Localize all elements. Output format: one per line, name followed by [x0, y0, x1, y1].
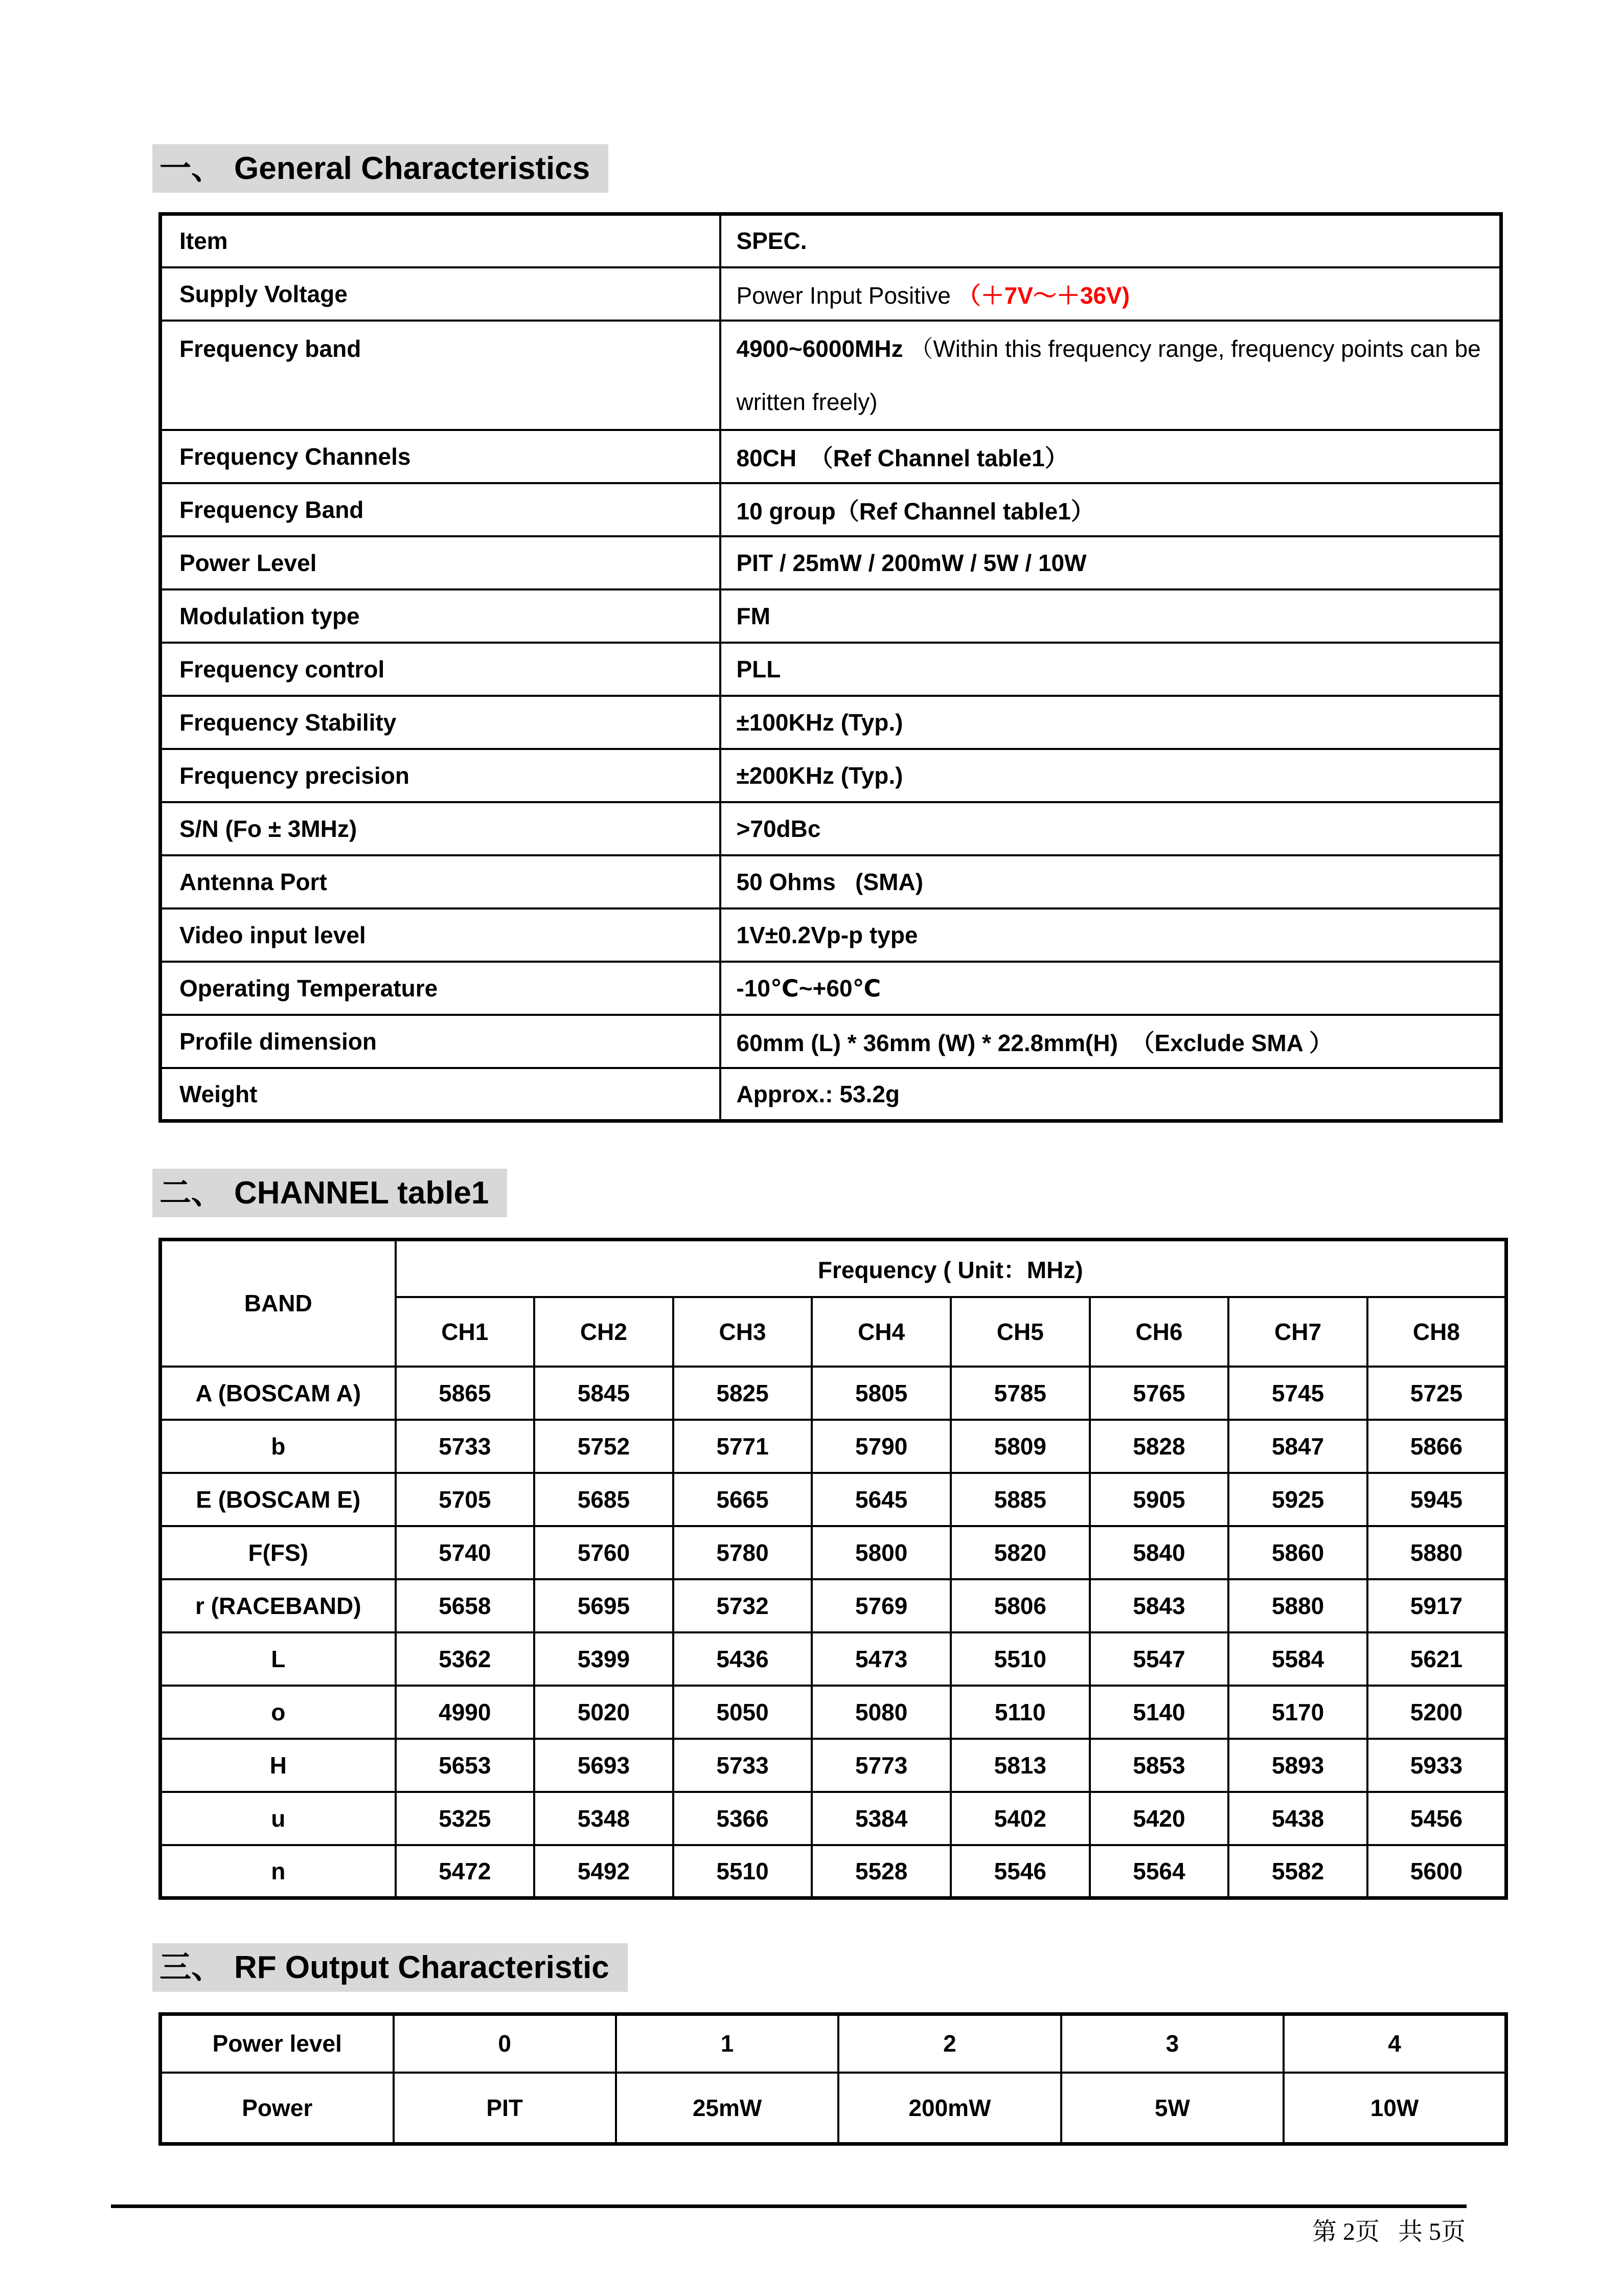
heading-title: RF Output Characteristic: [234, 1950, 609, 1985]
spec-label-cell: Video input level: [161, 908, 720, 962]
ch-header-cell: CH1: [396, 1297, 535, 1367]
general-characteristics-table: [158, 212, 1503, 1123]
frequency-cell: 5110: [951, 1686, 1090, 1739]
frequency-cell: 5621: [1367, 1632, 1506, 1686]
spec-row: [161, 430, 1501, 483]
spec-label-cell: Operating Temperature: [161, 962, 720, 1015]
frequency-cell: 5366: [673, 1792, 812, 1845]
frequency-cell: 5436: [673, 1632, 812, 1686]
frequency-cell: 5645: [812, 1473, 951, 1526]
frequency-cell: 5853: [1090, 1739, 1229, 1792]
page-number: 第 2页 共 5页: [1312, 2218, 1466, 2245]
frequency-cell: 5809: [951, 1420, 1090, 1473]
rf-output-table: [158, 2012, 1508, 2146]
frequency-cell: 5510: [951, 1632, 1090, 1686]
frequency-cell: 5733: [673, 1739, 812, 1792]
spec-value-cell: PIT / 25mW / 200mW / 5W / 10W: [720, 536, 1501, 589]
spec-value-red-text: （＋7V～＋36V): [957, 282, 1130, 309]
spec-label-cell: Frequency precision: [161, 749, 720, 802]
frequency-cell: 5885: [951, 1473, 1090, 1526]
frequency-cell: 5456: [1367, 1792, 1506, 1845]
frequency-cell: 5905: [1090, 1473, 1229, 1526]
frequency-cell: 5752: [534, 1420, 673, 1473]
spec-value-cell: 60mm (L) * 36mm (W) * 22.8mm(H) （Exclude SMA ）: [720, 1015, 1501, 1068]
frequency-cell: 5945: [1367, 1473, 1506, 1526]
rf-power-cell: 25mW: [616, 2073, 838, 2144]
frequency-cell: 5402: [951, 1792, 1090, 1845]
spec-label-cell: Frequency band: [161, 321, 720, 430]
spec-value-cell: >70dBc: [720, 802, 1501, 855]
rf-level-cell: 4: [1284, 2014, 1506, 2073]
frequency-cell: 5472: [396, 1845, 535, 1898]
channel-table-row: [161, 1632, 1506, 1686]
spec-row: [161, 749, 1501, 802]
channel-table-row: [161, 1526, 1506, 1579]
channel-table-row: [161, 1367, 1506, 1420]
ch-header-cell: CH5: [951, 1297, 1090, 1367]
ch-header-cell: CH8: [1367, 1297, 1506, 1367]
frequency-cell: 5492: [534, 1845, 673, 1898]
frequency-cell: 5785: [951, 1367, 1090, 1420]
frequency-cell: 5828: [1090, 1420, 1229, 1473]
frequency-cell: 5200: [1367, 1686, 1506, 1739]
band-label-cell: A (BOSCAM A): [161, 1367, 396, 1420]
rf-value-row: [161, 2073, 1506, 2144]
spec-row: [161, 214, 1501, 267]
spec-value-cell: [720, 321, 1501, 430]
frequency-cell: 5600: [1367, 1845, 1506, 1898]
frequency-cell: 5780: [673, 1526, 812, 1579]
frequency-cell: 5420: [1090, 1792, 1229, 1845]
frequency-cell: 5840: [1090, 1526, 1229, 1579]
frequency-cell: 5843: [1090, 1579, 1229, 1632]
frequency-cell: 5546: [951, 1845, 1090, 1898]
rf-label-cell: Power: [161, 2073, 394, 2144]
frequency-cell: 5564: [1090, 1845, 1229, 1898]
spec-value-cell: 50 Ohms (SMA): [720, 855, 1501, 908]
frequency-cell: 5805: [812, 1367, 951, 1420]
frequency-cell: 5140: [1090, 1686, 1229, 1739]
spec-row: [161, 643, 1501, 696]
frequency-cell: 5860: [1228, 1526, 1367, 1579]
frequency-cell: 5880: [1367, 1526, 1506, 1579]
spec-label-cell: Supply Voltage: [161, 267, 720, 321]
frequency-cell: 5399: [534, 1632, 673, 1686]
band-label-cell: H: [161, 1739, 396, 1792]
spec-row: [161, 321, 1501, 430]
heading-number: 三、: [159, 1948, 223, 1986]
frequency-cell: 5771: [673, 1420, 812, 1473]
frequency-cell: 5845: [534, 1367, 673, 1420]
frequency-cell: 5760: [534, 1526, 673, 1579]
heading-number: 一、: [159, 149, 223, 187]
spec-label-cell: Weight: [161, 1068, 720, 1121]
spec-label-cell: S/N (Fo ± 3MHz): [161, 802, 720, 855]
heading-title: CHANNEL table1: [234, 1175, 489, 1211]
spec-value-cell: [720, 267, 1501, 321]
spec-label-cell: Frequency control: [161, 643, 720, 696]
section-3: [152, 1943, 1623, 1992]
spec-row: [161, 908, 1501, 962]
frequency-cell: 5933: [1367, 1739, 1506, 1792]
frequency-cell: 5893: [1228, 1739, 1367, 1792]
band-label-cell: b: [161, 1420, 396, 1473]
frequency-cell: 5917: [1367, 1579, 1506, 1632]
spec-label-cell: Item: [161, 214, 720, 267]
spec-value-cell: SPEC.: [720, 214, 1501, 267]
spec-value-cell: Approx.: 53.2g: [720, 1068, 1501, 1121]
spec-row: [161, 1068, 1501, 1121]
heading-title: General Characteristics: [234, 151, 590, 186]
frequency-cell: 5705: [396, 1473, 535, 1526]
spec-value-cell: 1V±0.2Vp-p type: [720, 908, 1501, 962]
frequency-cell: 4990: [396, 1686, 535, 1739]
frequency-cell: 5438: [1228, 1792, 1367, 1845]
section-1: [152, 0, 1623, 193]
frequency-cell: 5866: [1367, 1420, 1506, 1473]
spec-row: [161, 696, 1501, 749]
heading-number: 二、: [159, 1174, 223, 1211]
spec-value-cell: ±200KHz (Typ.): [720, 749, 1501, 802]
spec-row: [161, 962, 1501, 1015]
spec-row: [161, 589, 1501, 643]
rf-power-cell: 200mW: [838, 2073, 1061, 2144]
frequency-cell: 5473: [812, 1632, 951, 1686]
spec-label-cell: Profile dimension: [161, 1015, 720, 1068]
frequency-cell: 5584: [1228, 1632, 1367, 1686]
spec-label-cell: Power Level: [161, 536, 720, 589]
spec-row: [161, 1015, 1501, 1068]
spec-label-cell: Frequency Channels: [161, 430, 720, 483]
spec-value-cell: ±100KHz (Typ.): [720, 696, 1501, 749]
frequency-unit-header-cell: Frequency ( Unit：MHz): [396, 1240, 1506, 1297]
frequency-cell: 5693: [534, 1739, 673, 1792]
rf-power-cell: PIT: [394, 2073, 616, 2144]
spec-row: [161, 483, 1501, 536]
rf-power-cell: 10W: [1284, 2073, 1506, 2144]
frequency-cell: 5745: [1228, 1367, 1367, 1420]
ch-header-cell: CH6: [1090, 1297, 1229, 1367]
frequency-cell: 5725: [1367, 1367, 1506, 1420]
spec-row: [161, 267, 1501, 321]
frequency-cell: 5880: [1228, 1579, 1367, 1632]
spec-value-cell: FM: [720, 589, 1501, 643]
section-heading-general-characteristics: [152, 144, 608, 193]
spec-label-cell: Frequency Band: [161, 483, 720, 536]
band-label-cell: E (BOSCAM E): [161, 1473, 396, 1526]
frequency-cell: 5685: [534, 1473, 673, 1526]
frequency-cell: 5080: [812, 1686, 951, 1739]
rf-header-row: [161, 2014, 1506, 2073]
frequency-cell: 5653: [396, 1739, 535, 1792]
spec-value-cell: PLL: [720, 643, 1501, 696]
frequency-cell: 5773: [812, 1739, 951, 1792]
section-2: [152, 1169, 1623, 1217]
spec-value-cell: 10 group（Ref Channel table1）: [720, 483, 1501, 536]
frequency-cell: 5865: [396, 1367, 535, 1420]
band-label-cell: F(FS): [161, 1526, 396, 1579]
frequency-cell: 5732: [673, 1579, 812, 1632]
frequency-cell: 5665: [673, 1473, 812, 1526]
ch-header-cell: CH7: [1228, 1297, 1367, 1367]
frequency-cell: 5547: [1090, 1632, 1229, 1686]
rf-level-cell: 3: [1061, 2014, 1284, 2073]
ch-header-cell: CH3: [673, 1297, 812, 1367]
frequency-cell: 5325: [396, 1792, 535, 1845]
frequency-cell: 5362: [396, 1632, 535, 1686]
frequency-cell: 5528: [812, 1845, 951, 1898]
channel-table-row: [161, 1739, 1506, 1792]
band-header-cell: BAND: [161, 1240, 396, 1367]
frequency-cell: 5806: [951, 1579, 1090, 1632]
frequency-cell: 5825: [673, 1367, 812, 1420]
frequency-cell: 5050: [673, 1686, 812, 1739]
channel-table-row: [161, 1420, 1506, 1473]
spec-value-note-text: （Within this frequency range, frequency points can be written freely): [736, 335, 1488, 415]
section-heading-channel-table: [152, 1169, 507, 1217]
frequency-cell: 5384: [812, 1792, 951, 1845]
spec-value-bold-text: 4900~6000MHz: [736, 335, 903, 362]
channel-table: [158, 1238, 1508, 1900]
band-label-cell: r (RACEBAND): [161, 1579, 396, 1632]
spec-row: [161, 802, 1501, 855]
spec-row: [161, 855, 1501, 908]
frequency-cell: 5790: [812, 1420, 951, 1473]
spec-label-cell: Antenna Port: [161, 855, 720, 908]
ch-header-cell: CH2: [534, 1297, 673, 1367]
channel-table-row: [161, 1845, 1506, 1898]
frequency-cell: 5925: [1228, 1473, 1367, 1526]
band-label-cell: o: [161, 1686, 396, 1739]
spec-label-cell: Modulation type: [161, 589, 720, 643]
frequency-cell: 5510: [673, 1845, 812, 1898]
channel-table-row: [161, 1792, 1506, 1845]
spec-value-cell: -10℃~+60℃: [720, 962, 1501, 1015]
frequency-cell: 5820: [951, 1526, 1090, 1579]
frequency-cell: 5695: [534, 1579, 673, 1632]
ch-header-cell: CH4: [812, 1297, 951, 1367]
band-label-cell: L: [161, 1632, 396, 1686]
frequency-cell: 5348: [534, 1792, 673, 1845]
spec-row: [161, 536, 1501, 589]
frequency-cell: 5769: [812, 1579, 951, 1632]
frequency-cell: 5020: [534, 1686, 673, 1739]
frequency-cell: 5800: [812, 1526, 951, 1579]
spec-value-text: Power Input Positive: [736, 282, 957, 309]
spec-value-cell: 80CH （Ref Channel table1）: [720, 430, 1501, 483]
frequency-cell: 5733: [396, 1420, 535, 1473]
channel-table-header-row: [161, 1240, 1506, 1297]
rf-level-cell: 1: [616, 2014, 838, 2073]
rf-label-cell: Power level: [161, 2014, 394, 2073]
frequency-cell: 5765: [1090, 1367, 1229, 1420]
section-heading-rf-output: [152, 1943, 628, 1992]
channel-table-row: [161, 1579, 1506, 1632]
frequency-cell: 5740: [396, 1526, 535, 1579]
rf-power-cell: 5W: [1061, 2073, 1284, 2144]
footer-rule: [111, 2204, 1467, 2208]
band-label-cell: u: [161, 1792, 396, 1845]
channel-table-row: [161, 1686, 1506, 1739]
spec-label-cell: Frequency Stability: [161, 696, 720, 749]
frequency-cell: 5170: [1228, 1686, 1367, 1739]
frequency-cell: 5847: [1228, 1420, 1367, 1473]
frequency-cell: 5813: [951, 1739, 1090, 1792]
frequency-cell: 5582: [1228, 1845, 1367, 1898]
rf-level-cell: 0: [394, 2014, 616, 2073]
frequency-cell: 5658: [396, 1579, 535, 1632]
band-label-cell: n: [161, 1845, 396, 1898]
channel-table-row: [161, 1473, 1506, 1526]
rf-level-cell: 2: [838, 2014, 1061, 2073]
